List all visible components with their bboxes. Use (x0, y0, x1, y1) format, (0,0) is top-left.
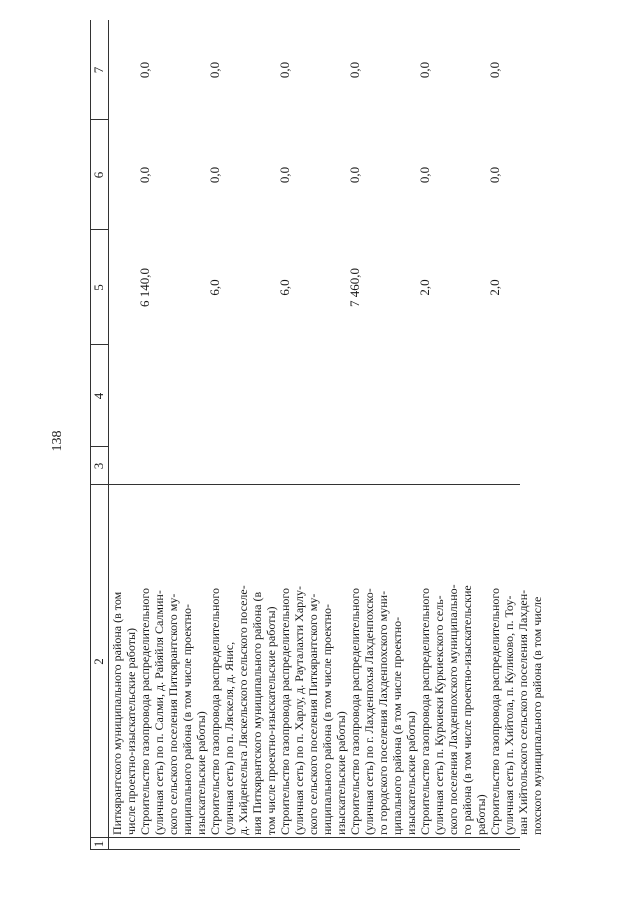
table-cell-value: 0,0 (277, 166, 292, 184)
table-cell-value: 0,0 (277, 61, 292, 79)
table-cell-value: 0,0 (137, 166, 152, 184)
table-row: Строительство газопровода распределительного (уличная сеть) п. Куркиеки Куркиекского сель- ского поселения Лахденпохского муниципально- го района (в том числе проектно-изыскательские работы) (418, 584, 488, 835)
table-cell-value: 0,0 (417, 61, 432, 79)
column-header: 2 (91, 658, 106, 665)
table-cell-value: 0,0 (137, 61, 152, 79)
table-cell-value: 2,0 (417, 279, 432, 296)
table-row: Строительство газопровода распределительного (уличная сеть) п. Хийтола, п. Куликово, п. Тоу- нан Хийтольского сельского поселения Лахден- похского муниципального района (в том числе (488, 587, 544, 835)
column-divider (90, 837, 520, 838)
table-cell-value: 0,0 (417, 166, 432, 184)
table-cell-value: 0,0 (207, 166, 222, 184)
column-header: 6 (91, 171, 106, 179)
column-divider (90, 484, 520, 485)
table-border-left (90, 849, 520, 850)
column-header: 3 (91, 462, 106, 470)
table-row: Строительство газопровода распределительного (уличная сеть) по п. Харлу, д. Рауталахти Харлу- ского сельского поселения Питкярантского му- ниципального района (в том числе проектно- изыскательские работы) (278, 586, 348, 835)
column-header: 5 (91, 284, 106, 291)
table-row: Строительство газопровода распределительного (уличная сеть) по г. Лахденпохья Лахденпохско- го городского поселения Лахденпохского муни- ципального района (в том числе проектно- изыскательские работы) (348, 587, 418, 835)
column-header: 4 (91, 392, 106, 400)
table-cell-value: 0,0 (487, 166, 502, 184)
table-row: Строительство газопровода распределительного (уличная сеть) по п. Салми, д. Райяйля Салмин- ского сельского поселения Питкярантского му- ниципального района (в том числе проектно- изыскательские работы) (138, 587, 208, 835)
table-header-rule (108, 20, 109, 850)
page-number: 138 (50, 430, 65, 452)
table-cell-value: 0,0 (487, 61, 502, 79)
budget-table (90, 20, 544, 850)
table-cell-value: 2,0 (487, 279, 502, 296)
table-cell-value: 6,0 (277, 279, 292, 296)
table-cell-value: 6,0 (207, 279, 222, 296)
column-header: 7 (91, 66, 106, 74)
table-cell-value: 0,0 (207, 61, 222, 79)
table-row: Строительство газопровода распределительного (уличная сеть) по п. Ляскеля, д. Янис, д. Хийденсельга Ляскельского сельского поселе- ния Питкярантского муниципального района (в том числе проектно-изыскательские работы) (208, 585, 278, 835)
table-cell-value: 7 460,0 (347, 268, 362, 307)
table-cell-value: 0,0 (347, 61, 362, 79)
column-header: 1 (91, 840, 106, 848)
table-cell-value: 6 140,0 (137, 268, 152, 307)
table-row: Питкярантского муниципального района (в том числе проектно-изыскательские работы) (110, 591, 138, 835)
table-cell-value: 0,0 (347, 166, 362, 184)
